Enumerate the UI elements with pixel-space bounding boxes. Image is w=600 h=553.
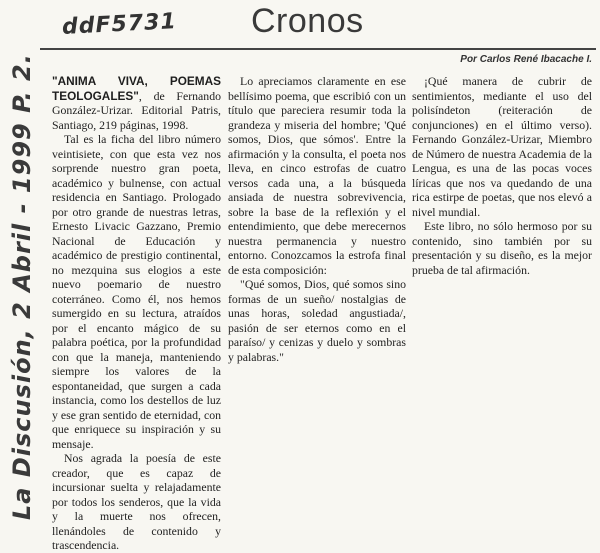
article-lead xyxy=(52,74,221,132)
paragraph-6: Este libro, no sólo hermoso por su contenido, sino también por su presentación y su diseño, es la mejor prueba de tal afirmación. xyxy=(412,219,592,277)
section-title: Cronos xyxy=(251,2,364,40)
paragraph-3: Lo apreciamos claramente en ese bellísimo poema, que escribió con un título que pareciera resumir toda la grandeza y miseria del hombre; 'Qué somos, Dios, que sómos'. Entre la afirmación y la consulta, el poeta nos lleva, en cinco estrofas de cuatro versos cada una, a la búsqueda ansiada de nuestra sobrevivencia, sobre la base de la reflexión y el entendimiento, que debe merecernos nuestra permanencia y nuestro entorno. Conozcamos la estrofa final de esta composición: xyxy=(228,74,406,277)
review-title: "ANIMA VIVA, POEMAS TEOLOGALES" xyxy=(52,74,221,103)
article-column-1 xyxy=(52,74,221,553)
article-column-2 xyxy=(228,74,406,364)
author-byline: Por Carlos René Ibacache I. xyxy=(460,54,592,65)
paragraph-5: ¡Qué manera de cubrir de sentimientos, mediante el uso del polisíndeton (reiteración de conjunciones) en el último verso). Fernando González-Urizar, Miembro de Número de nuestra Academia de la Lengua, es una de las pocas voces líricas que nos va quedando de una rica estirpe de poetas, que nos elevó a nivel mundial. xyxy=(412,74,592,219)
handwritten-source-note: La Discusión, 2 Abril - 1999 P. 2. xyxy=(8,53,36,520)
handwritten-catalog-note: ddF5731 xyxy=(61,9,178,40)
paragraph-1: Tal es la ficha del libro número veintisiete, con que esta vez nos sorprende nuestro gran poeta, académico y bulnense, con actual residencia en Santiago. Prologado por otro grande de nuestras letras, Ernesto Livacic Gazzano, Premio Nacional de Educación y académico de prestigio continental, no mezquina sus elogios a este nuevo poemario de nuestro coterráneo. Como él, nos hemos sumergido en su lectura, atraídos por el encanto mágico de su palabra poética, por la profundidad con que la maneja, manteniendo siempre los valores de la espontaneidad, que surgen a cada instancia, como los destellos de luz y ese gran sentido de eternidad, con que enriquece su inspiración y su mensaje. xyxy=(52,132,221,451)
paragraph-2: Nos agrada la poesía de este creador, que es capaz de incursionar suelta y relajadamente por todos los senderos, que la vida y la muerte nos ofrecen, llenándoles de contenido y trascendencia. xyxy=(52,451,221,552)
poem-quote: "Qué somos, Dios, qué somos sino formas de un sueño/ nostalgias de unas horas, soledad angustiada/, pasión de ser eternos como en el paraíso/ y cenizas y duelo y sombras y palabras." xyxy=(228,277,406,364)
title-divider xyxy=(40,48,596,50)
article-column-3 xyxy=(412,74,592,277)
review-citation: , de Fernando González-Urizar. Editorial Patris, Santiago, 219 páginas, 1998. xyxy=(52,88,221,132)
